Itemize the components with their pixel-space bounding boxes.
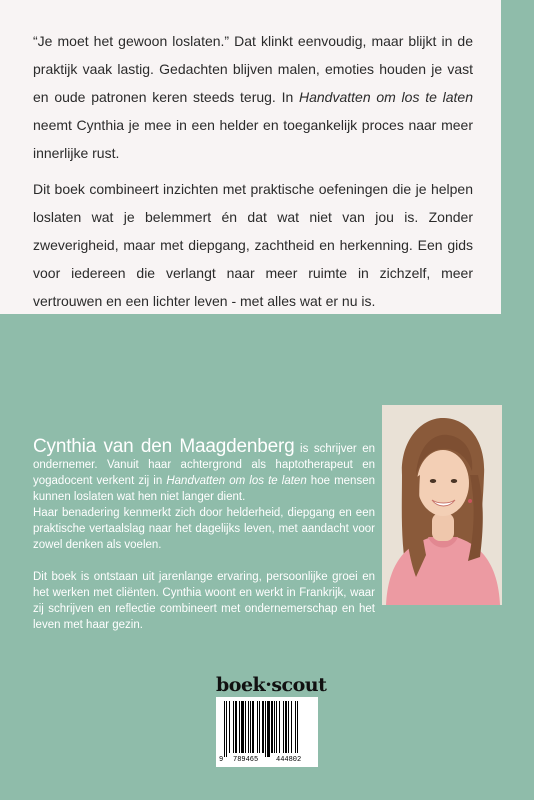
publisher-logo xyxy=(216,674,327,696)
barcode-bar xyxy=(252,701,254,753)
blurb-paragraph-1 xyxy=(33,27,473,167)
barcode-bar xyxy=(279,701,280,753)
blurb-text: “Je moet het gewoon loslaten.” Dat klinkt eenvoudig, maar blijkt in de praktijk vaak lastig. Gedachten blijven malen, emoties houden je vast en oude patronen keren steeds terug. In xyxy=(33,33,473,105)
barcode-bar xyxy=(226,701,227,757)
barcode-bar xyxy=(274,701,275,753)
barcode-bar xyxy=(245,701,246,753)
barcode-bar xyxy=(250,701,251,753)
barcode-bar xyxy=(229,701,230,753)
isbn-barcode xyxy=(216,697,318,767)
logo-text: boek xyxy=(216,674,266,696)
barcode-bar xyxy=(297,701,298,753)
blurb-text: neemt Cynthia je mee in een helder en toegankelijk proces naar meer innerlijke rust. xyxy=(33,117,473,161)
author-name: Cynthia van den Maagdenberg xyxy=(33,436,295,457)
barcode-bar xyxy=(267,701,270,757)
isbn-left-digits: 789465 xyxy=(233,756,259,764)
author-portrait-illustration xyxy=(382,405,502,605)
bio-text: hoe mensen kunnen loslaten wat hen niet langer dient. xyxy=(33,475,375,503)
bio-paragraph-2: Haar benadering kenmerkt zich door helderheid, diepgang en een praktische vertaalslag naar het dagelijks leven, met aandacht voor zowel denken als voelen. xyxy=(33,507,375,551)
blurb-panel xyxy=(0,0,501,314)
barcode-bar xyxy=(288,701,289,753)
book-title-italic: Handvatten om los te laten xyxy=(166,475,307,487)
author-photo xyxy=(382,405,502,605)
barcode-bar xyxy=(265,701,266,757)
barcode-bars xyxy=(216,697,318,757)
author-bio xyxy=(33,437,375,633)
barcode-bar xyxy=(224,701,225,757)
barcode-bar xyxy=(248,701,249,753)
barcode-bar xyxy=(291,701,292,753)
isbn-digits xyxy=(216,755,318,765)
logo-dot: · xyxy=(265,674,272,696)
isbn-lead-digit: 9 xyxy=(219,756,224,764)
barcode-bar xyxy=(295,701,296,753)
barcode-bar xyxy=(257,701,258,753)
barcode-bar xyxy=(233,701,234,753)
barcode-bar xyxy=(271,701,273,753)
barcode-bar xyxy=(259,701,260,753)
barcode-bar xyxy=(262,701,264,753)
bio-paragraph-1 xyxy=(33,437,375,505)
barcode-bar xyxy=(235,701,237,753)
bio-text: is schrijver en ondernemer. Vanuit haar achtergrond als haptotherapeut en yogadocent verkent zij in xyxy=(33,443,376,487)
barcode-bar xyxy=(276,701,277,753)
blurb-paragraph-2: Dit boek combineert inzichten met praktische oefeningen die je helpen loslaten wat je belemmert én dat wat niet van jou is. Zonder zweverigheid, maar met diepgang, zachtheid en herkenning. Een gids voor iedereen die verlangt naar meer ruimte in zichzelf, meer vertrouwen en een lichter leven - met alles wat er nu is. xyxy=(33,181,473,309)
bio-paragraph-3: Dit boek is ontstaan uit jarenlange ervaring, persoonlijke groei en het werken met cliënten. Cynthia woont en werkt in Frankrijk, waar zij schrijven en reflectie combineert met ondernemerschap en het leven met haar gezin. xyxy=(33,571,375,631)
book-title-italic: Handvatten om los te laten xyxy=(299,89,473,105)
barcode-bar xyxy=(241,701,244,753)
barcode-bar xyxy=(285,701,287,753)
logo-text: scout xyxy=(271,674,327,696)
barcode-bar xyxy=(283,701,284,753)
spacer xyxy=(33,553,375,569)
isbn-right-digits: 444802 xyxy=(276,756,302,764)
barcode-bar xyxy=(239,701,240,753)
